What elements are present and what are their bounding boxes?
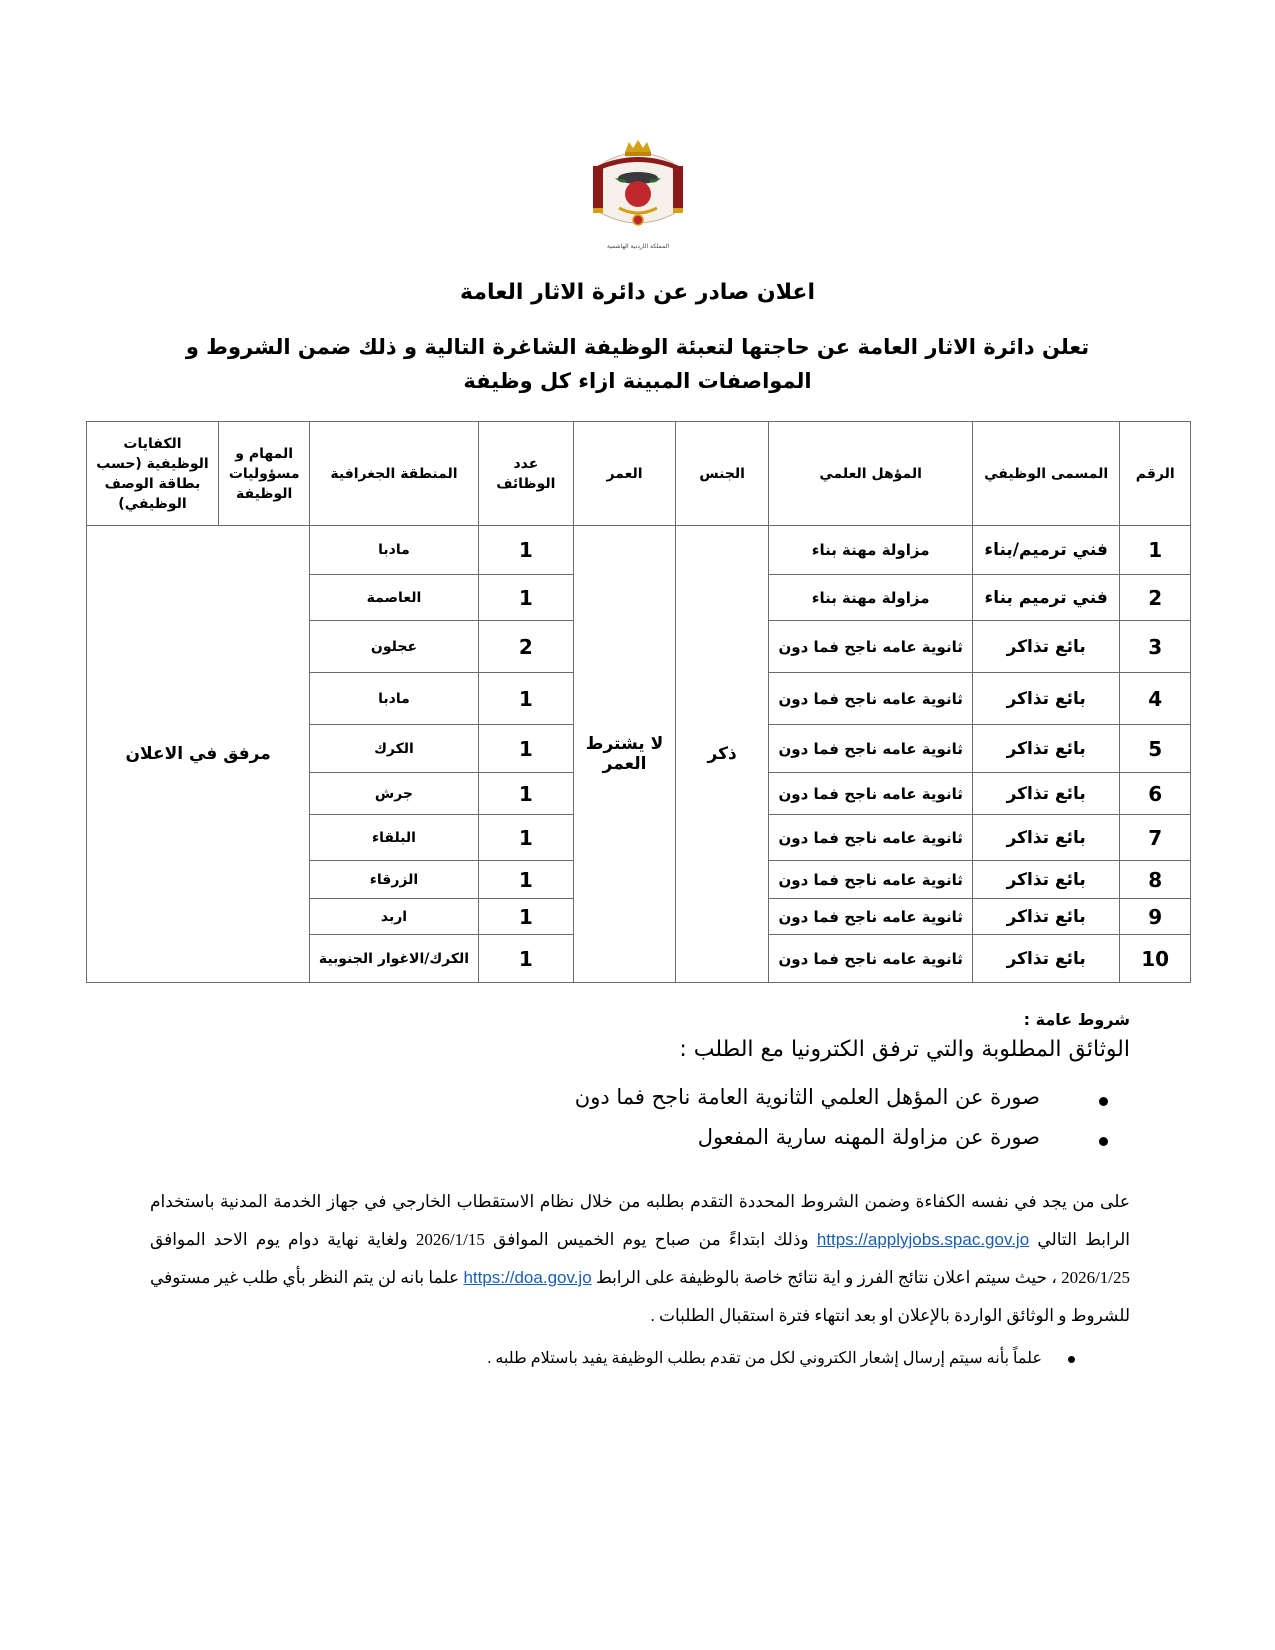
notification-note bbox=[487, 1348, 1075, 1368]
cell-number: 4 bbox=[1120, 673, 1191, 725]
header-number: الرقم bbox=[1120, 422, 1191, 526]
paragraph-part-2: وذلك ابتداءً من صباح يوم الخميس الموافق 2026/1/15 ولغاية نهاية دوام يوم الاحد الموافق 2026/1/25 ، حيث سيتم اعلان نتائج الفرز و اية نتائج خاصة بالوظيفة على الرابط bbox=[150, 1230, 1131, 1287]
cell-qualification: ثانوية عامه ناجح فما دون bbox=[769, 673, 973, 725]
bullet-icon bbox=[1068, 1356, 1075, 1363]
announcement-intro: تعلن دائرة الاثار العامة عن حاجتها لتعبئة الوظيفة الشاغرة التالية و ذلك ضمن الشروط و المواصفات المبينة ازاء كل وظيفة bbox=[185, 335, 1090, 393]
header-qualification: المؤهل العلمي bbox=[769, 422, 973, 526]
cell-job-title: بائع تذاكر bbox=[972, 725, 1119, 773]
cell-number: 6 bbox=[1120, 773, 1191, 815]
cell-count: 1 bbox=[478, 725, 574, 773]
cell-job-title: فني ترميم بناء bbox=[972, 575, 1119, 621]
cell-number: 3 bbox=[1120, 621, 1191, 673]
list-item bbox=[575, 1125, 1130, 1149]
header-count: عدد الوظائف bbox=[478, 422, 574, 526]
general-conditions-heading: شروط عامة : bbox=[1023, 1010, 1130, 1029]
header-duties: المهام و مسؤوليات الوظيفة bbox=[218, 422, 309, 526]
doa-link[interactable]: https://doa.gov.jo bbox=[463, 1268, 592, 1287]
cell-count: 1 bbox=[478, 861, 574, 899]
cell-age: لا يشترط العمر bbox=[574, 526, 676, 983]
cell-number: 7 bbox=[1120, 815, 1191, 861]
cell-qualification: ثانوية عامه ناجح فما دون bbox=[769, 725, 973, 773]
cell-region: الزرقاء bbox=[310, 861, 478, 899]
cell-number: 5 bbox=[1120, 725, 1191, 773]
cell-duties-competencies: مرفق في الاعلان bbox=[87, 526, 310, 983]
header-competencies: الكفايات الوظيفية (حسب بطاقة الوصف الوظيفي) bbox=[87, 422, 219, 526]
table-row bbox=[87, 526, 1191, 575]
cell-count: 2 bbox=[478, 621, 574, 673]
note-text: علماً بأنه سيتم إرسال إشعار الكتروني لكل من تقدم بطلب الوظيفة يفيد باستلام طلبه . bbox=[487, 1350, 1042, 1367]
cell-job-title: بائع تذاكر bbox=[972, 899, 1119, 935]
cell-number: 9 bbox=[1120, 899, 1191, 935]
announcement-title: اعلان صادر عن دائرة الاثار العامة bbox=[460, 280, 815, 305]
cell-job-title: بائع تذاكر bbox=[972, 673, 1119, 725]
cell-count: 1 bbox=[478, 815, 574, 861]
cell-qualification: ثانوية عامه ناجح فما دون bbox=[769, 899, 973, 935]
paragraph-part-3: علما بانه لن يتم النظر بأي طلب غير مستوفي للشروط و الوثائق الواردة بالإعلان او بعد انتهاء فترة استقبال الطلبات . bbox=[150, 1268, 1130, 1325]
cell-region: الكرك bbox=[310, 725, 478, 773]
cell-qualification: مزاولة مهنة بناء bbox=[769, 526, 973, 575]
cell-gender: ذكر bbox=[675, 526, 768, 983]
cell-region: الكرك/الاغوار الجنوبية bbox=[310, 935, 478, 983]
cell-number: 2 bbox=[1120, 575, 1191, 621]
header-region: المنطقة الجغرافية bbox=[310, 422, 478, 526]
bullet-icon bbox=[1099, 1137, 1108, 1146]
paragraph-part-1: على من يجد في نفسه الكفاءة وضمن الشروط المحددة التقدم بطلبه من خلال نظام الاستقطاب الخارجي في جهاز الخدمة المدنية باستخدام الرابط التالي bbox=[150, 1192, 1130, 1249]
cell-job-title: بائع تذاكر bbox=[972, 815, 1119, 861]
document-text: صورة عن المؤهل العلمي الثانوية العامة ناجح فما دون bbox=[574, 1085, 1040, 1109]
cell-count: 1 bbox=[478, 899, 574, 935]
header-job-title: المسمى الوظيفي bbox=[972, 422, 1119, 526]
cell-number: 1 bbox=[1120, 526, 1191, 575]
cell-region: العاصمة bbox=[310, 575, 478, 621]
cell-qualification: ثانوية عامه ناجح فما دون bbox=[769, 815, 973, 861]
emblem-caption: المملكة الأردنية الهاشمية bbox=[607, 243, 669, 250]
cell-region: اربد bbox=[310, 899, 478, 935]
cell-count: 1 bbox=[478, 673, 574, 725]
cell-number: 8 bbox=[1120, 861, 1191, 899]
cell-region: البلقاء bbox=[310, 815, 478, 861]
required-documents-list bbox=[575, 1085, 1130, 1165]
cell-number: 10 bbox=[1120, 935, 1191, 983]
applyjobs-link[interactable]: https://applyjobs.spac.gov.jo bbox=[816, 1230, 1030, 1249]
application-paragraph bbox=[150, 1183, 1130, 1335]
bullet-icon bbox=[1099, 1097, 1108, 1106]
cell-job-title: بائع تذاكر bbox=[972, 935, 1119, 983]
document-text: صورة عن مزاولة المهنه سارية المفعول bbox=[697, 1125, 1040, 1149]
cell-count: 1 bbox=[478, 773, 574, 815]
cell-qualification: ثانوية عامه ناجح فما دون bbox=[769, 935, 973, 983]
cell-region: مادبا bbox=[310, 673, 478, 725]
jobs-table bbox=[86, 421, 1191, 983]
coat-of-arms-emblem bbox=[583, 138, 693, 238]
cell-qualification: مزاولة مهنة بناء bbox=[769, 575, 973, 621]
cell-qualification: ثانوية عامه ناجح فما دون bbox=[769, 773, 973, 815]
table-header-row bbox=[87, 422, 1191, 526]
cell-region: عجلون bbox=[310, 621, 478, 673]
list-item bbox=[575, 1085, 1130, 1109]
cell-count: 1 bbox=[478, 526, 574, 575]
cell-job-title: بائع تذاكر bbox=[972, 861, 1119, 899]
cell-region: جرش bbox=[310, 773, 478, 815]
cell-qualification: ثانوية عامه ناجح فما دون bbox=[769, 861, 973, 899]
cell-count: 1 bbox=[478, 575, 574, 621]
cell-job-title: فني ترميم/بناء bbox=[972, 526, 1119, 575]
cell-job-title: بائع تذاكر bbox=[972, 773, 1119, 815]
required-documents-heading: الوثائق المطلوبة والتي ترفق الكترونيا مع الطلب : bbox=[679, 1037, 1130, 1062]
header-gender: الجنس bbox=[675, 422, 768, 526]
cell-count: 1 bbox=[478, 935, 574, 983]
cell-qualification: ثانوية عامه ناجح فما دون bbox=[769, 621, 973, 673]
header-age: العمر bbox=[574, 422, 676, 526]
cell-job-title: بائع تذاكر bbox=[972, 621, 1119, 673]
cell-region: مادبا bbox=[310, 526, 478, 575]
